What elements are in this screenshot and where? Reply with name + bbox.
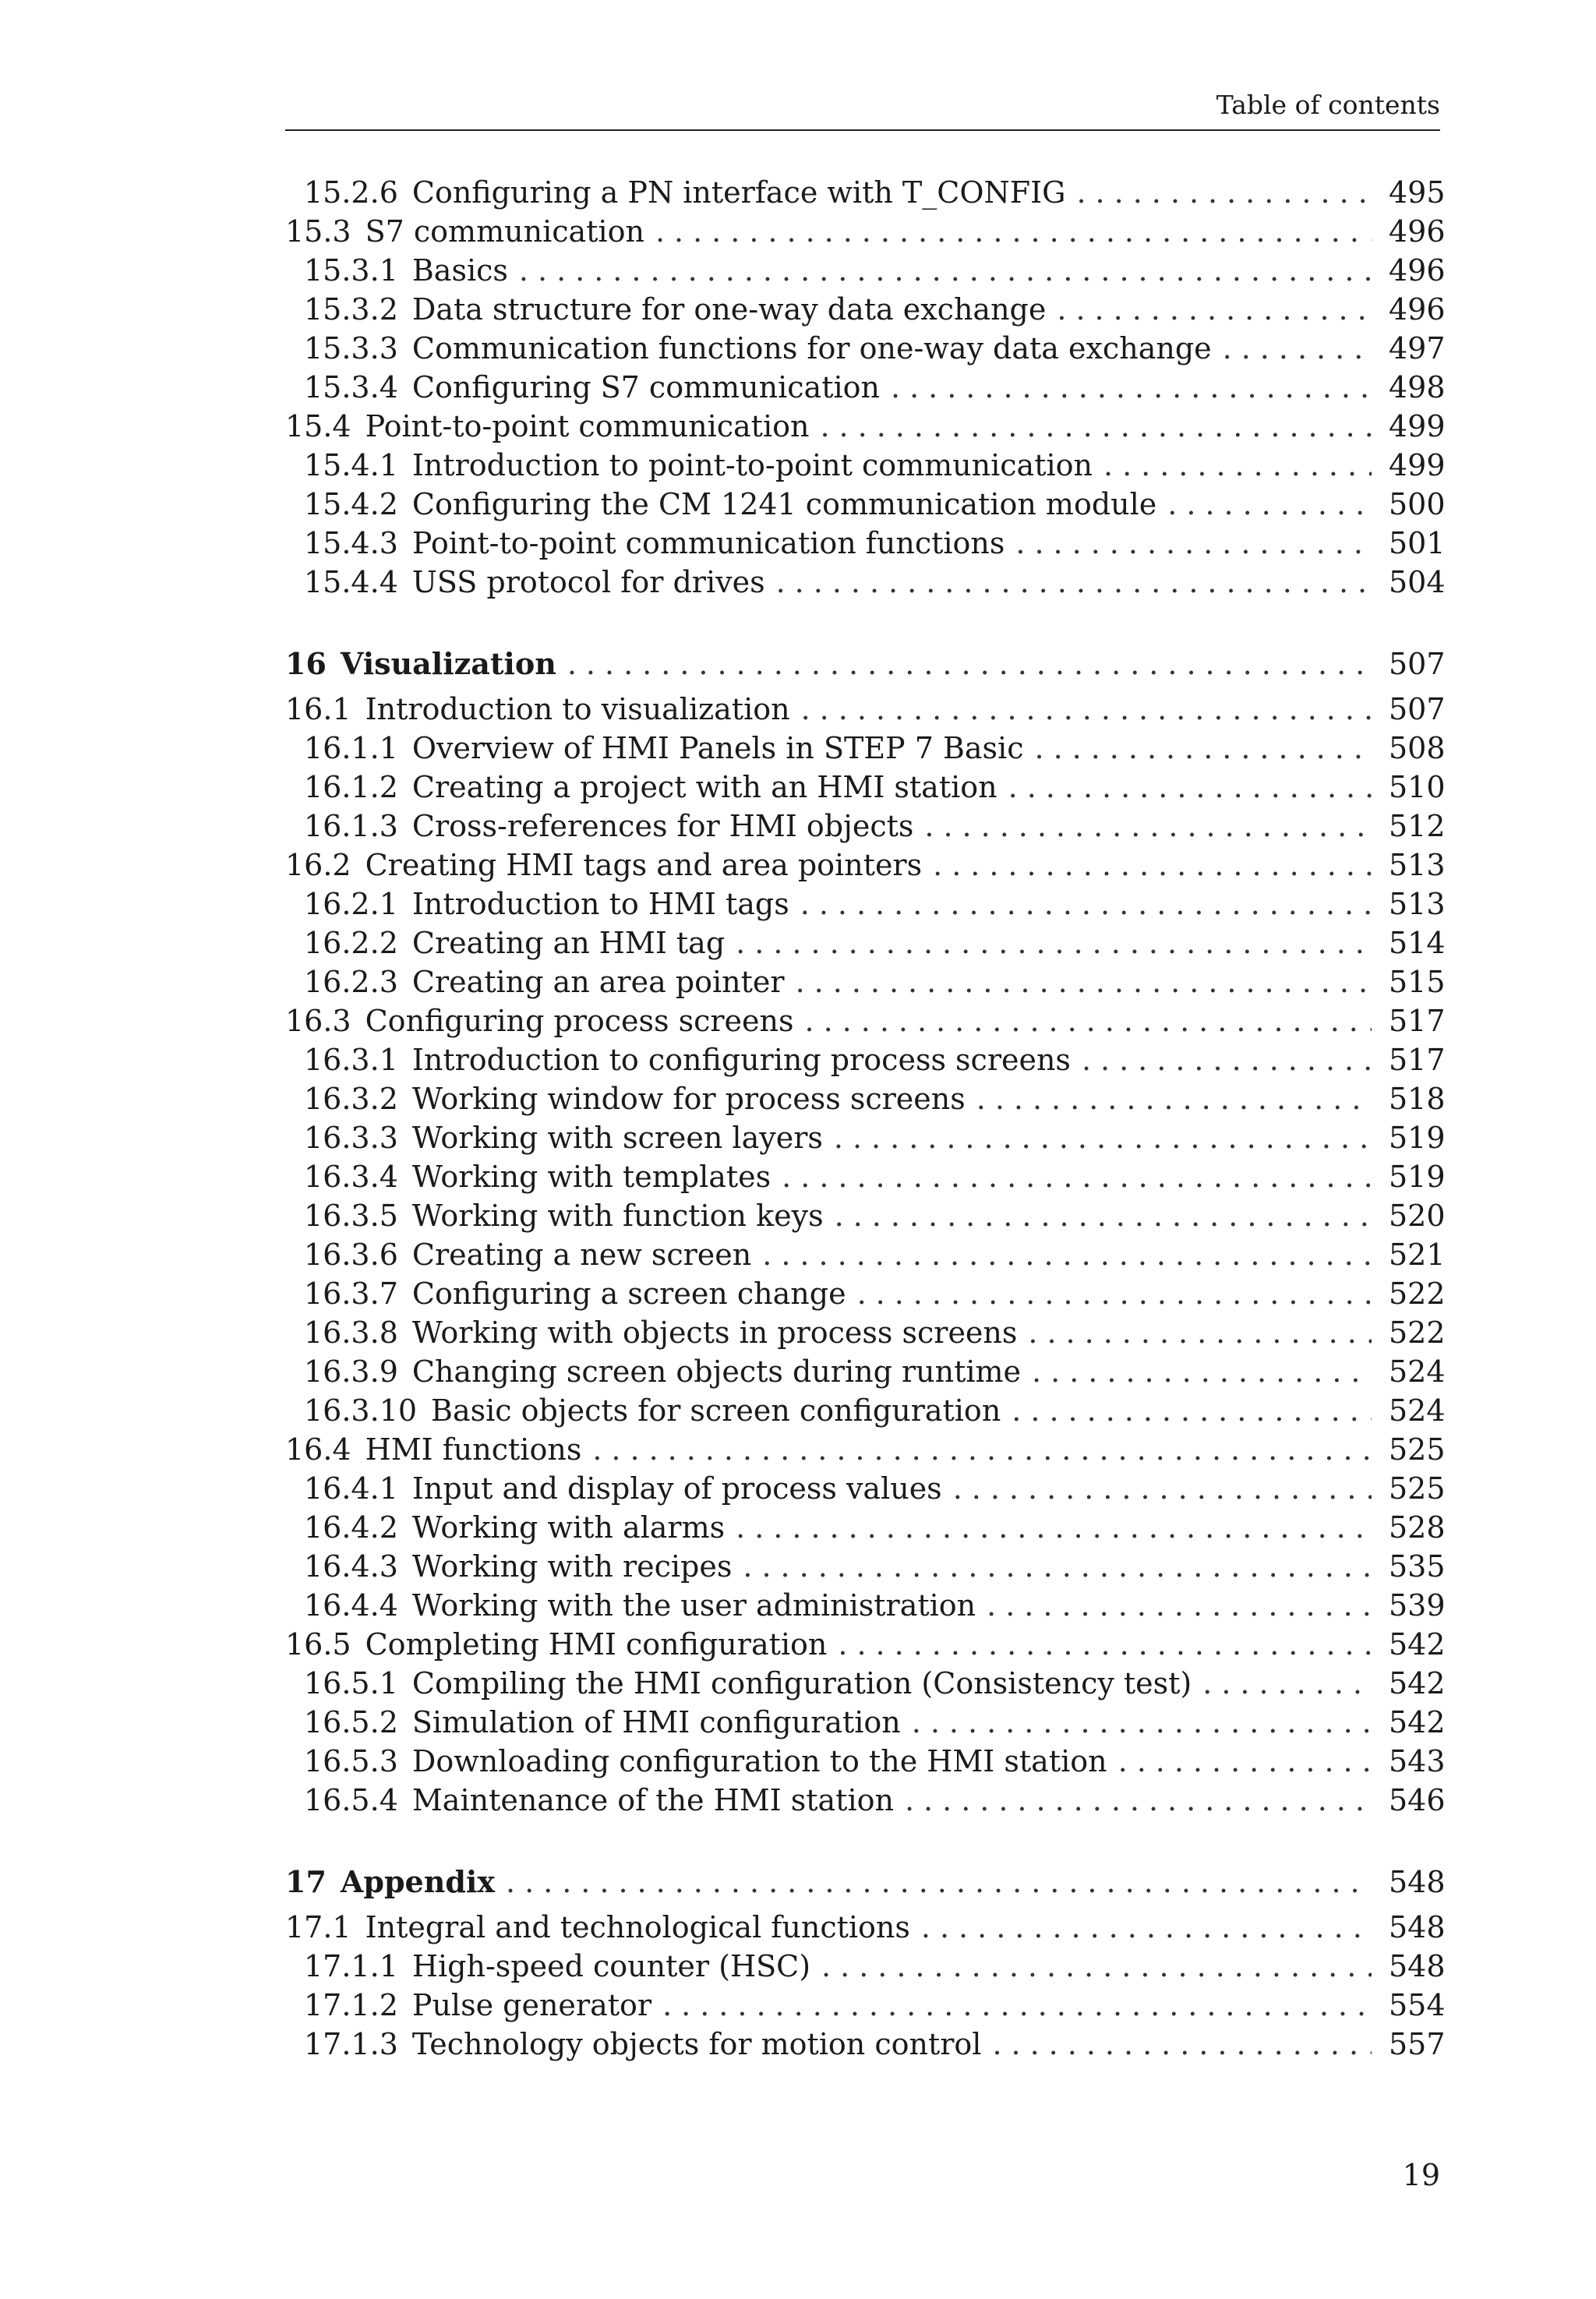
toc-entry-number: 15.3.2 <box>304 292 398 327</box>
toc-entry-title: Working with templates <box>411 1160 772 1194</box>
toc-subsection[interactable] <box>285 173 1446 212</box>
toc-subsection[interactable] <box>285 368 1446 407</box>
toc-entry-page: 542 <box>1389 1705 1446 1739</box>
toc-entry-title: HMI functions <box>365 1432 582 1467</box>
toc-entry-page: 508 <box>1389 731 1446 765</box>
dot-leader <box>1202 1664 1372 1703</box>
dot-leader <box>805 1001 1372 1040</box>
toc-entry-number: 16.2.1 <box>304 887 398 921</box>
toc-section[interactable] <box>285 690 1446 729</box>
toc-entry-title: Appendix <box>340 1864 495 1899</box>
dot-leader <box>987 1586 1372 1625</box>
toc-entry-number: 16.1 <box>285 692 351 726</box>
toc-entry-number: 17.1.2 <box>304 1988 398 2022</box>
dot-leader <box>1015 524 1372 563</box>
toc-entry-page: 497 <box>1389 331 1446 366</box>
toc-subsection[interactable] <box>285 524 1446 563</box>
dot-leader <box>782 1157 1372 1196</box>
toc-entry-number: 16.3.6 <box>304 1238 398 1272</box>
toc-entry-title: Point-to-point communication <box>365 409 810 443</box>
toc-entry-number: 15.4.3 <box>304 526 398 560</box>
toc-entry-number: 16 <box>285 646 327 681</box>
toc-entry-number: 15.3.3 <box>304 331 398 366</box>
toc-entry-page: 519 <box>1389 1121 1446 1155</box>
toc-entry-number: 17.1 <box>285 1910 351 1944</box>
toc-entry-page: 548 <box>1389 1910 1446 1944</box>
toc-entry-page: 546 <box>1389 1783 1446 1817</box>
toc-entry-number: 15.3.4 <box>304 370 398 404</box>
toc-entry-page: 543 <box>1389 1744 1446 1778</box>
toc-entry-page: 518 <box>1389 1082 1446 1116</box>
toc-subsection[interactable] <box>285 1196 1446 1235</box>
toc-entry-number: 16.3.8 <box>304 1315 398 1350</box>
dot-leader <box>736 923 1372 962</box>
toc-entry-number: 16.1.2 <box>304 770 398 804</box>
toc-subsection[interactable] <box>285 1157 1446 1196</box>
toc-entry-page: 528 <box>1389 1510 1446 1545</box>
toc-entry-number: 16.2.3 <box>304 965 398 999</box>
toc-entry-title: Configuring S7 communication <box>411 370 880 404</box>
dot-leader <box>1028 1313 1372 1352</box>
toc-entry-title: Integral and technological functions <box>365 1910 910 1944</box>
toc-entry-page: 524 <box>1389 1393 1446 1428</box>
toc-entry-page: 510 <box>1389 770 1446 804</box>
toc-entry-number: 16.5.1 <box>304 1666 398 1700</box>
toc-entry-title: Maintenance of the HMI station <box>411 1783 894 1817</box>
toc-subsection[interactable] <box>285 1274 1446 1313</box>
toc-entry-title: Working with screen layers <box>411 1121 823 1155</box>
dot-leader <box>1082 1040 1372 1079</box>
toc-subsection[interactable] <box>285 1586 1446 1625</box>
toc-section[interactable] <box>285 1430 1446 1469</box>
toc-entry-title: Introduction to HMI tags <box>411 887 789 921</box>
toc-entry-number: 15.4.2 <box>304 487 398 521</box>
toc-entry-title: S7 communication <box>365 214 644 249</box>
toc-entry-number: 16.3.7 <box>304 1277 398 1311</box>
toc-subsection[interactable] <box>285 251 1446 290</box>
toc-entry-title: Working with function keys <box>411 1199 824 1233</box>
dot-leader <box>519 251 1372 290</box>
toc-entry-page: 512 <box>1389 809 1446 843</box>
dot-leader <box>933 846 1372 885</box>
toc-subsection[interactable] <box>285 1235 1446 1274</box>
toc-subsection[interactable] <box>285 1040 1446 1079</box>
toc-entry-page: 513 <box>1389 887 1446 921</box>
toc-entry-title: Basic objects for screen configuration <box>431 1393 1001 1428</box>
page-number: 19 <box>1402 2158 1440 2192</box>
dot-leader <box>592 1430 1372 1469</box>
toc-entry-title: Point-to-point communication functions <box>411 526 1005 560</box>
toc-entry-page: 514 <box>1389 926 1446 960</box>
dot-leader <box>857 1274 1372 1313</box>
toc-entry-number: 15.4.4 <box>304 565 398 599</box>
dot-leader <box>905 1781 1372 1820</box>
toc-entry-number: 16.3.10 <box>304 1393 418 1428</box>
toc-subsection[interactable] <box>285 923 1446 962</box>
dot-leader <box>912 1703 1372 1742</box>
toc-entry-number: 16.3.3 <box>304 1121 398 1155</box>
toc-entry-page: 504 <box>1389 565 1446 599</box>
toc-subsection[interactable] <box>285 1118 1446 1157</box>
toc-section[interactable] <box>285 1001 1446 1040</box>
dot-leader <box>1012 1391 1372 1430</box>
dot-leader <box>1076 173 1372 212</box>
toc-section[interactable] <box>285 407 1446 446</box>
toc-entry-number: 15.3 <box>285 214 351 249</box>
toc-entry-number: 15.3.1 <box>304 253 398 288</box>
toc-entry-title: Working with alarms <box>411 1510 726 1545</box>
toc-subsection[interactable] <box>285 1703 1446 1742</box>
toc-entry-page: 554 <box>1389 1988 1446 2022</box>
dot-leader <box>1057 290 1372 329</box>
toc-subsection[interactable] <box>285 1547 1446 1586</box>
toc-entry-title: Working with the user administration <box>411 1588 976 1623</box>
toc-entry-page: 520 <box>1389 1199 1446 1233</box>
toc-entry-title: Working window for process screens <box>411 1082 966 1116</box>
running-header: Table of contents <box>285 87 1440 131</box>
dot-leader <box>1167 485 1372 524</box>
toc-entry-page: 496 <box>1389 214 1446 249</box>
toc-entry-number: 16.5.3 <box>304 1744 398 1778</box>
toc-subsection[interactable] <box>285 290 1446 329</box>
toc-entry-number: 16.2.2 <box>304 926 398 960</box>
toc-entry-title: Working with recipes <box>411 1549 733 1584</box>
toc-entry-number: 16.3.2 <box>304 1082 398 1116</box>
toc-entry-page: 496 <box>1389 292 1446 327</box>
toc-entry-number: 17.1.3 <box>304 2027 398 2061</box>
toc-entry-number: 15.4 <box>285 409 351 443</box>
toc-entry-page: 501 <box>1389 526 1446 560</box>
toc-entry-page: 517 <box>1389 1043 1446 1077</box>
toc-subsection[interactable] <box>285 446 1446 485</box>
toc-subsection[interactable] <box>285 1391 1446 1430</box>
dot-leader <box>821 1947 1372 1986</box>
toc-subsection[interactable] <box>285 1469 1446 1508</box>
toc-entry-title: Introduction to configuring process screens <box>411 1043 1071 1077</box>
toc-entry-title: Configuring a screen change <box>411 1277 846 1311</box>
toc-entry-page: 519 <box>1389 1160 1446 1194</box>
toc-entry-page: 496 <box>1389 253 1446 288</box>
toc-section[interactable] <box>285 1908 1446 1947</box>
toc-subsection[interactable] <box>285 1742 1446 1781</box>
toc-entry-page: 513 <box>1389 848 1446 882</box>
toc-entry-title: Changing screen objects during runtime <box>411 1354 1022 1389</box>
toc-entry-title: Creating a new screen <box>411 1238 752 1272</box>
toc-entry-number: 16.4.3 <box>304 1549 398 1584</box>
toc-entry-title: Technology objects for motion control <box>411 2027 982 2061</box>
toc-entry-title: Overview of HMI Panels in STEP 7 Basic <box>411 731 1024 765</box>
toc-chapter[interactable] <box>285 644 1446 683</box>
toc-entry-page: 499 <box>1389 448 1446 482</box>
toc-subsection[interactable] <box>285 563 1446 602</box>
dot-leader <box>776 563 1372 602</box>
dot-leader <box>800 885 1372 923</box>
toc-entry-number: 16.3.9 <box>304 1354 398 1389</box>
dot-leader <box>924 807 1372 846</box>
toc-entry-number: 16.3 <box>285 1004 351 1038</box>
dot-leader <box>1223 329 1372 368</box>
dot-leader <box>655 212 1372 251</box>
toc-subsection[interactable] <box>285 1352 1446 1391</box>
toc-subsection[interactable] <box>285 885 1446 923</box>
toc-subsection[interactable] <box>285 768 1446 807</box>
toc-entry-page: 499 <box>1389 409 1446 443</box>
toc-entry-number: 16.4.4 <box>304 1588 398 1623</box>
toc-section[interactable] <box>285 846 1446 885</box>
toc-entry-title: Configuring the CM 1241 communication module <box>411 487 1157 521</box>
dot-leader <box>992 2025 1372 2064</box>
toc-subsection[interactable] <box>285 1986 1446 2025</box>
toc-entry-number: 16.4.2 <box>304 1510 398 1545</box>
dot-leader <box>921 1908 1372 1947</box>
toc-entry-title: Creating an HMI tag <box>411 926 726 960</box>
toc-entry-page: 524 <box>1389 1354 1446 1389</box>
toc-entry-title: Configuring process screens <box>365 1004 794 1038</box>
toc-entry-page: 517 <box>1389 1004 1446 1038</box>
toc-entry-title: Introduction to point-to-point communication <box>411 448 1093 482</box>
toc-entry-title: Downloading configuration to the HMI station <box>411 1744 1107 1778</box>
toc-entry-title: Creating an area pointer <box>411 965 785 999</box>
dot-leader <box>835 1196 1372 1235</box>
toc-entry-page: 535 <box>1389 1549 1446 1584</box>
toc-subsection[interactable] <box>285 1508 1446 1547</box>
toc-subsection[interactable] <box>285 1781 1446 1820</box>
toc-entry-title: Completing HMI configuration <box>365 1627 828 1662</box>
toc-subsection[interactable] <box>285 2025 1446 2064</box>
toc-entry-page: 507 <box>1389 692 1446 726</box>
dot-leader <box>567 644 1372 683</box>
dot-leader <box>1008 768 1372 807</box>
dot-leader <box>801 690 1372 729</box>
dot-leader <box>891 368 1372 407</box>
toc-entry-number: 16.1.3 <box>304 809 398 843</box>
toc-entry-number: 16.3.1 <box>304 1043 398 1077</box>
toc-entry-title: Introduction to visualization <box>365 692 790 726</box>
toc-entry-number: 16.1.1 <box>304 731 398 765</box>
toc-entry-page: 542 <box>1389 1627 1446 1662</box>
toc-entry-number: 15.4.1 <box>304 448 398 482</box>
toc-section[interactable] <box>285 212 1446 251</box>
toc-subsection[interactable] <box>285 1313 1446 1352</box>
toc-entry-number: 16.3.5 <box>304 1199 398 1233</box>
toc-entry-title: Visualization <box>340 646 556 681</box>
toc-entry-page: 557 <box>1389 2027 1446 2061</box>
dot-leader <box>1118 1742 1372 1781</box>
toc-subsection[interactable] <box>285 1947 1446 1986</box>
toc-subsection[interactable] <box>285 1079 1446 1118</box>
toc-subsection[interactable] <box>285 962 1446 1001</box>
toc-subsection[interactable] <box>285 329 1446 368</box>
toc-entry-page: 542 <box>1389 1666 1446 1700</box>
dot-leader <box>1032 1352 1372 1391</box>
toc-entry-page: 525 <box>1389 1432 1446 1467</box>
toc-entry-page: 507 <box>1389 647 1446 681</box>
toc-entry-title: USS protocol for drives <box>411 565 765 599</box>
toc-chapter[interactable] <box>285 1863 1446 1902</box>
toc-entry-title: Pulse generator <box>411 1988 652 2022</box>
dot-leader <box>820 407 1372 446</box>
toc-entry-number: 17.1.1 <box>304 1949 398 1983</box>
toc-subsection[interactable] <box>285 1664 1446 1703</box>
toc-entry-page: 548 <box>1389 1949 1446 1983</box>
toc-entry-page: 548 <box>1389 1865 1446 1899</box>
dot-leader <box>762 1235 1372 1274</box>
toc-entry-title: Communication functions for one-way data exchange <box>411 331 1212 366</box>
dot-leader <box>506 1863 1372 1902</box>
dot-leader <box>1034 729 1372 768</box>
dot-leader <box>662 1986 1372 2025</box>
toc-entry-page: 500 <box>1389 487 1446 521</box>
toc-entry-page: 521 <box>1389 1238 1446 1272</box>
dot-leader <box>953 1469 1372 1508</box>
dot-leader <box>736 1508 1372 1547</box>
toc-entry-title: Creating a project with an HMI station <box>411 770 998 804</box>
dot-leader <box>834 1118 1372 1157</box>
toc-entry-number: 16.5.4 <box>304 1783 398 1817</box>
toc-entry-number: 16.3.4 <box>304 1160 398 1194</box>
toc-entry-number: 16.2 <box>285 848 351 882</box>
toc-entry-number: 16.4.1 <box>304 1471 398 1506</box>
toc-entry-number: 16.5 <box>285 1627 351 1662</box>
toc-subsection[interactable] <box>285 807 1446 846</box>
toc-subsection[interactable] <box>285 729 1446 768</box>
toc-entry-page: 522 <box>1389 1277 1446 1311</box>
toc-entry-page: 539 <box>1389 1588 1446 1623</box>
toc-subsection[interactable] <box>285 485 1446 524</box>
toc-entry-title: Compiling the HMI configuration (Consistency test) <box>411 1666 1192 1700</box>
toc-entry-title: Cross-references for HMI objects <box>411 809 914 843</box>
toc-entry-title: Basics <box>411 253 508 288</box>
dot-leader <box>976 1079 1372 1118</box>
toc-entry-title: Creating HMI tags and area pointers <box>365 848 923 882</box>
toc-entry-page: 498 <box>1389 370 1446 404</box>
dot-leader <box>796 962 1372 1001</box>
toc-entry-number: 16.4 <box>285 1432 351 1467</box>
toc-entry-title: Input and display of process values <box>411 1471 942 1506</box>
toc-entry-page: 522 <box>1389 1315 1446 1350</box>
toc-entry-title: Simulation of HMI configuration <box>411 1705 901 1739</box>
toc-entry-page: 525 <box>1389 1471 1446 1506</box>
toc-section[interactable] <box>285 1625 1446 1664</box>
dot-leader <box>838 1625 1372 1664</box>
toc-entry-number: 16.5.2 <box>304 1705 398 1739</box>
dot-leader <box>743 1547 1372 1586</box>
toc-entry-title: Data structure for one-way data exchange <box>411 292 1047 327</box>
toc-entry-title: High-speed counter (HSC) <box>411 1949 811 1983</box>
toc-entry-page: 515 <box>1389 965 1446 999</box>
toc-entry-title: Working with objects in process screens <box>411 1315 1018 1350</box>
toc-entry-title: Configuring a PN interface with T_CONFIG <box>411 175 1066 210</box>
dot-leader <box>1103 446 1372 485</box>
toc-entry-number: 17 <box>285 1864 327 1899</box>
toc-entry-number: 15.2.6 <box>304 175 398 210</box>
toc-entry-page: 495 <box>1389 175 1446 210</box>
